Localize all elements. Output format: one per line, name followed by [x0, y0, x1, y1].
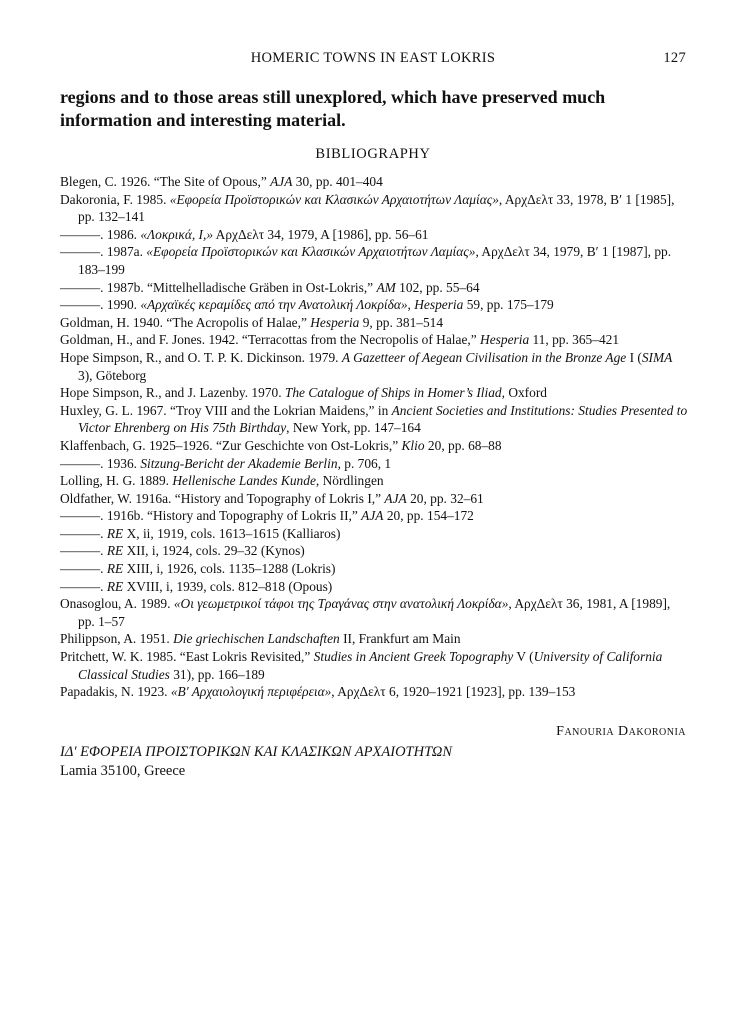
entry-text: 30, pp. 401–404: [292, 174, 383, 189]
bibliography-entry: [60, 226, 690, 244]
entry-text: ———. 1987a.: [60, 244, 147, 260]
entry-text: Onasoglou, A. 1989.: [60, 596, 174, 612]
entry-italic-text: AJA: [270, 174, 293, 189]
entry-italic-text: «Εφορεία Προϊστορικών και Κλασικών Αρχαιοτήτων Λαμίας»: [169, 191, 499, 207]
entry-text: Goldman, H. 1940. “The Acropolis of Halae,”: [60, 314, 311, 330]
author-affiliation: [60, 743, 452, 781]
bibliography-entry: [60, 472, 690, 490]
entry-text: Philippson, A. 1951.: [60, 631, 174, 647]
entry-text: ———. 1986.: [60, 226, 141, 242]
entry-text: ———. 1936.: [60, 455, 141, 471]
entry-text: XVIII, i, 1939, cols. 812–818 (Opous): [123, 578, 333, 594]
entry-text: XIII, i, 1926, cols. 1135–1288 (Lokris): [123, 561, 336, 577]
bibliography-entry: [60, 525, 690, 543]
bibliography-entry: [60, 490, 690, 508]
entry-text: ,: [407, 297, 415, 313]
entry-text: 9, pp. 381–514: [359, 314, 444, 330]
entry-italic-text: Ancient Societies and Institutions: Studies Presented to Victor Ehrenberg on His 75th Birthday: [78, 402, 688, 436]
entry-text: XII, i, 1924, cols. 29–32 (Kynos): [123, 543, 305, 559]
affiliation-institution: ΙΔ′ ΕΦΟΡΕΙΑ ΠΡΟΙΣΤΟΡΙΚΩΝ ΚΑΙ ΚΛΑΣΙΚΩΝ ΑΡΧΑΙΟΤΗΤΩΝ: [60, 744, 453, 760]
entry-italic-text: «Λοκρικά, Ι,»: [140, 226, 214, 242]
entry-italic-text: The Catalogue of Ships in Homer’s Iliad: [284, 385, 502, 401]
entry-text: , Nördlingen: [315, 473, 384, 489]
running-head-title: HOMERIC TOWNS IN EAST LOKRIS: [250, 50, 496, 66]
author-name: [556, 724, 686, 740]
entry-text: ———.: [60, 525, 107, 541]
running-head: [60, 50, 686, 70]
bibliography-entry: [60, 595, 690, 630]
entry-text: , ΑρχΔελτ 36, 1981, Α [1989], pp. 1–57: [78, 596, 671, 629]
bibliography-entry: [60, 279, 690, 297]
intro-paragraph: regions and to those areas still unexplored, which have preserved much information and interesting material.: [60, 87, 606, 130]
entry-italic-text: AJA: [361, 508, 384, 524]
bibliography-entry: [60, 648, 690, 683]
entry-italic-text: University of California Classical Studies: [78, 649, 663, 682]
entry-italic-text: AJA: [384, 490, 407, 506]
bibliography-entry: [60, 349, 690, 384]
entry-italic-text: «Οι γεωμετρικοί τάφοι της Τραγάνας στην ανατολική Λοκρίδα»: [173, 596, 509, 612]
entry-italic-text: Hellenische Landes Kunde: [172, 473, 316, 489]
entry-text: X, ii, 1919, cols. 1613–1615 (Kalliaros): [123, 525, 341, 541]
bibliography-heading: BIBLIOGRAPHY: [315, 146, 431, 162]
entry-text: 20, pp. 32–61: [406, 490, 484, 506]
bibliography-entry: [60, 455, 690, 473]
entry-text: I (: [626, 349, 642, 365]
bibliography-entry: [60, 314, 690, 332]
entry-text: 20, pp. 154–172: [383, 508, 474, 524]
entry-italic-text: Studies in Ancient Greek Topography: [313, 649, 514, 665]
entry-italic-text: Die griechischen Landschaften: [173, 631, 340, 647]
entry-text: , p. 706, 1: [337, 455, 392, 471]
entry-italic-text: Klio: [401, 437, 425, 453]
entry-text: 3), Göteborg: [78, 367, 147, 383]
entry-italic-text: SIMA: [641, 349, 673, 365]
entry-italic-text: RE: [106, 578, 124, 594]
bibliography-entry: [60, 560, 690, 578]
entry-text: ———.: [60, 578, 107, 594]
bibliography-entry: [60, 507, 690, 525]
entry-text: Huxley, G. L. 1967. “Troy VIII and the Lokrian Maidens,” in: [60, 402, 392, 418]
entry-text: Hope Simpson, R., and O. T. P. K. Dickinson. 1979.: [60, 349, 342, 365]
bibliography-entry: [60, 296, 690, 314]
entry-text: ———. 1990.: [60, 297, 141, 313]
entry-text: Blegen, C. 1926. “The Site of Opous,”: [60, 174, 271, 189]
entry-text: , ΑρχΔελτ 33, 1978, Β′ 1 [1985], pp. 132–141: [78, 191, 675, 225]
bibliography-list: [60, 173, 690, 701]
bibliography-entry: [60, 384, 690, 402]
bibliography-entry: [60, 402, 690, 437]
entry-text: ———. 1916b. “History and Topography of Lokris II,”: [60, 508, 362, 524]
bibliography-entry: [60, 683, 690, 701]
entry-text: Goldman, H., and F. Jones. 1942. “Terracottas from the Necropolis of Halae,”: [60, 332, 481, 348]
entry-italic-text: Sitzung-Bericht der Akademie Berlin: [140, 455, 338, 471]
bibliography-entry: [60, 578, 690, 596]
entry-italic-text: «Αρχαϊκές κεραμίδες από την Ανατολική Λοκρίδα»: [140, 297, 408, 313]
author-name-text: Fanouria Dakoronia: [556, 724, 686, 739]
entry-italic-text: AM: [376, 279, 396, 295]
bibliography-entry: [60, 243, 690, 278]
entry-text: Papadakis, N. 1923.: [60, 684, 171, 700]
entry-italic-text: RE: [106, 561, 124, 577]
entry-text: Dakoronia, F. 1985.: [60, 191, 170, 207]
entry-text: 20, pp. 68–88: [424, 437, 502, 453]
entry-text: Lolling, H. G. 1889.: [60, 473, 173, 489]
entry-text: , ΑρχΔελτ 6, 1920–1921 [1923], pp. 139–153: [331, 684, 576, 700]
entry-text: Klaffenbach, G. 1925–1926. “Zur Geschichte von Ost-Lokris,”: [60, 437, 402, 453]
entry-text: 31), pp. 166–189: [169, 666, 265, 682]
entry-italic-text: Hesperia: [480, 332, 530, 348]
affiliation-city: Lamia 35100, Greece: [60, 763, 186, 779]
bibliography-entry: [60, 173, 690, 191]
entry-text: ———.: [60, 543, 107, 559]
entry-text: Pritchett, W. K. 1985. “East Lokris Revisited,”: [60, 649, 314, 665]
entry-italic-text: Hesperia: [310, 314, 360, 330]
entry-text: ———.: [60, 561, 107, 577]
bibliography-entry: [60, 191, 690, 226]
entry-italic-text: RE: [106, 525, 124, 541]
bibliography-entry: [60, 437, 690, 455]
entry-text: , Oxford: [501, 385, 547, 401]
entry-italic-text: «Εφορεία Προϊστορικών και Κλασικών Αρχαιοτήτων Λαμίας»: [146, 244, 476, 260]
page-number: 127: [663, 50, 686, 66]
entry-text: ΑρχΔελτ 34, 1979, Α [1986], pp. 56–61: [213, 226, 429, 242]
entry-text: 59, pp. 175–179: [463, 297, 554, 313]
entry-text: V (: [513, 649, 534, 665]
entry-text: II, Frankfurt am Main: [339, 631, 461, 647]
entry-text: Oldfather, W. 1916a. “History and Topography of Lokris I,”: [60, 490, 385, 506]
bibliography-entry: [60, 542, 690, 560]
entry-italic-text: A Gazetteer of Aegean Civilisation in the Bronze Age: [341, 349, 627, 365]
entry-text: , New York, pp. 147–164: [286, 420, 421, 436]
entry-italic-text: RE: [106, 543, 124, 559]
bibliography-entry: [60, 630, 690, 648]
entry-text: Hope Simpson, R., and J. Lazenby. 1970.: [60, 385, 285, 401]
bibliography-entry: [60, 331, 690, 349]
entry-italic-text: «Β′ Αρχαιολογική περιφέρεια»: [170, 684, 332, 700]
entry-text: 102, pp. 55–64: [395, 279, 480, 295]
entry-text: , ΑρχΔελτ 34, 1979, Β′ 1 [1987], pp. 183–199: [78, 244, 672, 277]
entry-text: 11, pp. 365–421: [529, 332, 620, 348]
entry-text: ———. 1987b. “Mittelhelladische Gräben in Ost-Lokris,”: [60, 279, 377, 295]
entry-italic-text: Hesperia: [414, 297, 464, 313]
